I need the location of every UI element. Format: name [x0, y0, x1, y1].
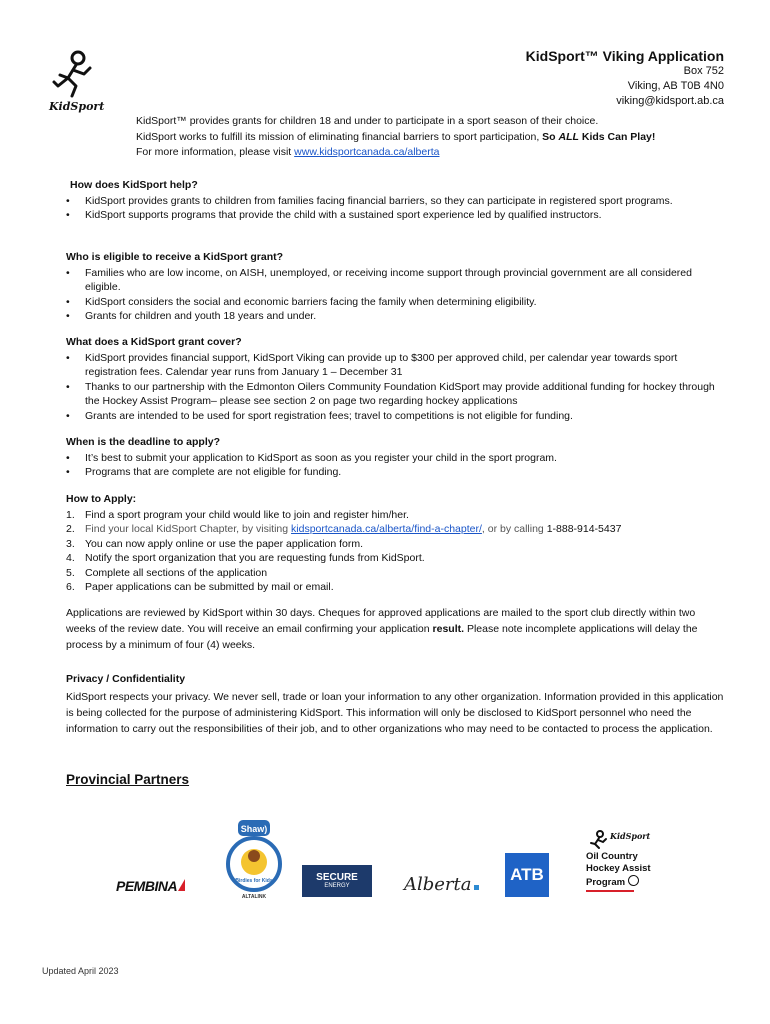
- list-item: • Programs that are complete are not eligible for funding.: [66, 466, 342, 478]
- eligibility-section: [66, 250, 726, 324]
- privacy-section: [66, 671, 726, 737]
- updated-date: Updated April 2023: [42, 966, 119, 976]
- apply-heading: How to Apply:: [66, 493, 137, 505]
- list-item: • Families who are low income, on AISH, unemployed, or receiving income support through provincial government are all considered eligible.: [66, 266, 692, 293]
- list-item: • KidSport provides financial support, KidSport Viking can provide up to $300 per approved child, per calendar year towards sport registration fees. Calendar year runs from January 1 – December 31: [66, 351, 678, 378]
- apply-section: [66, 492, 726, 595]
- kidsport-alberta-link[interactable]: www.kidsportcanada.ca/alberta: [294, 146, 440, 158]
- pembina-logo: PEMBINA: [116, 878, 185, 896]
- deadline-section: [66, 435, 726, 480]
- application-title: KidSport™ Viking Application: [525, 48, 724, 64]
- running-kid-icon: [54, 52, 90, 96]
- list-item: • It’s best to submit your application to KidSport as soon as you register your child in the sport program.: [66, 451, 557, 464]
- list-item: • Thanks to our partnership with the Edmonton Oilers Community Foundation KidSport may provide additional funding for hockey through the Hockey Assist Program– please see section 2 on page two regarding hockey applications: [66, 380, 715, 407]
- shaw-birdies-logo: [224, 818, 284, 902]
- list-item: • Grants are intended to be used for sport registration fees; travel to competitions is not eligible for funding.: [66, 409, 573, 422]
- address-line-2: Viking, AB T0B 4N0: [627, 80, 724, 92]
- review-paragraph: Applications are reviewed by KidSport within 30 days. Cheques for approved applications are mailed to the sport club directly within two weeks of the review date. You will receive an email confirming your application result. Please note incomplete applications will delay the process by a minimum of four (4) weeks.: [66, 607, 698, 651]
- shaw-ring-text: Birdies for Kids: [235, 878, 273, 884]
- list-item: 5. Complete all sections of the application: [66, 566, 268, 579]
- deadline-heading: When is the deadline to apply?: [66, 436, 221, 448]
- contact-email: viking@kidsport.ab.ca: [616, 95, 724, 107]
- alberta-logo: Alberta: [404, 874, 479, 895]
- cover-section: [66, 335, 726, 423]
- pembina-mark-icon: [178, 879, 185, 891]
- list-item: 3. You can now apply online or use the paper application form.: [66, 537, 364, 550]
- list-item: 2. Find your local KidSport Chapter, by visiting kidsportcanada.ca/alberta/find-a-chapter/, or by calling 1-888-914-5437: [66, 523, 622, 535]
- intro-line-2: KidSport works to fulfill its mission of eliminating financial barriers to sport participation, So ALL Kids Can Play!: [136, 130, 656, 143]
- shaw-label: Shaw): [240, 824, 268, 834]
- atb-logo: ATB: [505, 853, 549, 897]
- list-item: 1. Find a sport program your child would like to join and register him/her.: [66, 508, 409, 521]
- list-item: 6. Paper applications can be submitted by mail or email.: [66, 581, 334, 593]
- cover-heading: What does a KidSport grant cover?: [66, 336, 242, 348]
- intro-line-1: KidSport™ provides grants for children 18 and under to participate in a sport season of their choice.: [136, 115, 599, 127]
- secure-energy-logo: SECURE ENERGY: [302, 865, 372, 897]
- oil-country-logo-text: KidSport: [610, 831, 651, 841]
- partners-title: Provincial Partners: [66, 772, 190, 787]
- help-section: [66, 178, 726, 223]
- list-item: • KidSport provides grants to children from families facing financial barriers, so they can participate in registered sport programs.: [66, 194, 673, 207]
- list-item: • KidSport considers the social and economic barriers facing the family when determining eligibility.: [66, 295, 537, 308]
- list-item: • KidSport supports programs that provide the child with a sustained sport experience led by qualified instructors.: [66, 209, 602, 221]
- find-chapter-link[interactable]: kidsportcanada.ca/alberta/find-a-chapter/: [291, 523, 482, 535]
- intro-block: [136, 114, 736, 161]
- altalink-label: ALTALINK: [241, 894, 267, 900]
- eligibility-heading: Who is eligible to receive a KidSport grant?: [66, 251, 284, 263]
- privacy-heading: Privacy / Confidentiality: [66, 673, 186, 685]
- oil-country-logo: $^{KidSport}$ Oil Country Hockey Assist Program: [586, 829, 666, 892]
- help-heading: How does KidSport help?: [70, 179, 198, 191]
- hockey-stick-icon: [586, 890, 634, 892]
- list-item: • Grants for children and youth 18 years and under.: [66, 310, 317, 322]
- intro-line-3: For more information, please visit www.kidsportcanada.ca/alberta: [136, 146, 440, 158]
- privacy-text: KidSport respects your privacy. We never sell, trade or loan your information to any other organization. Information provided in this application is being collected for the purpose of administering KidSport. This information will only be disclosed to KidSport personnel who need the information to carry out the responsibilities of their job, and to other organizations who may need to be contacted to process the application.: [66, 691, 724, 735]
- bird-icon: [248, 850, 260, 862]
- address-line-1: Box 752: [683, 65, 724, 77]
- kidsport-logo: [46, 48, 105, 118]
- running-kid-icon: [586, 829, 610, 851]
- logo-text: KidSport: [49, 100, 105, 113]
- alberta-square-icon: [474, 885, 479, 890]
- list-item: 4. Notify the sport organization that you are requesting funds from KidSport.: [66, 552, 425, 564]
- puck-icon: [628, 875, 639, 886]
